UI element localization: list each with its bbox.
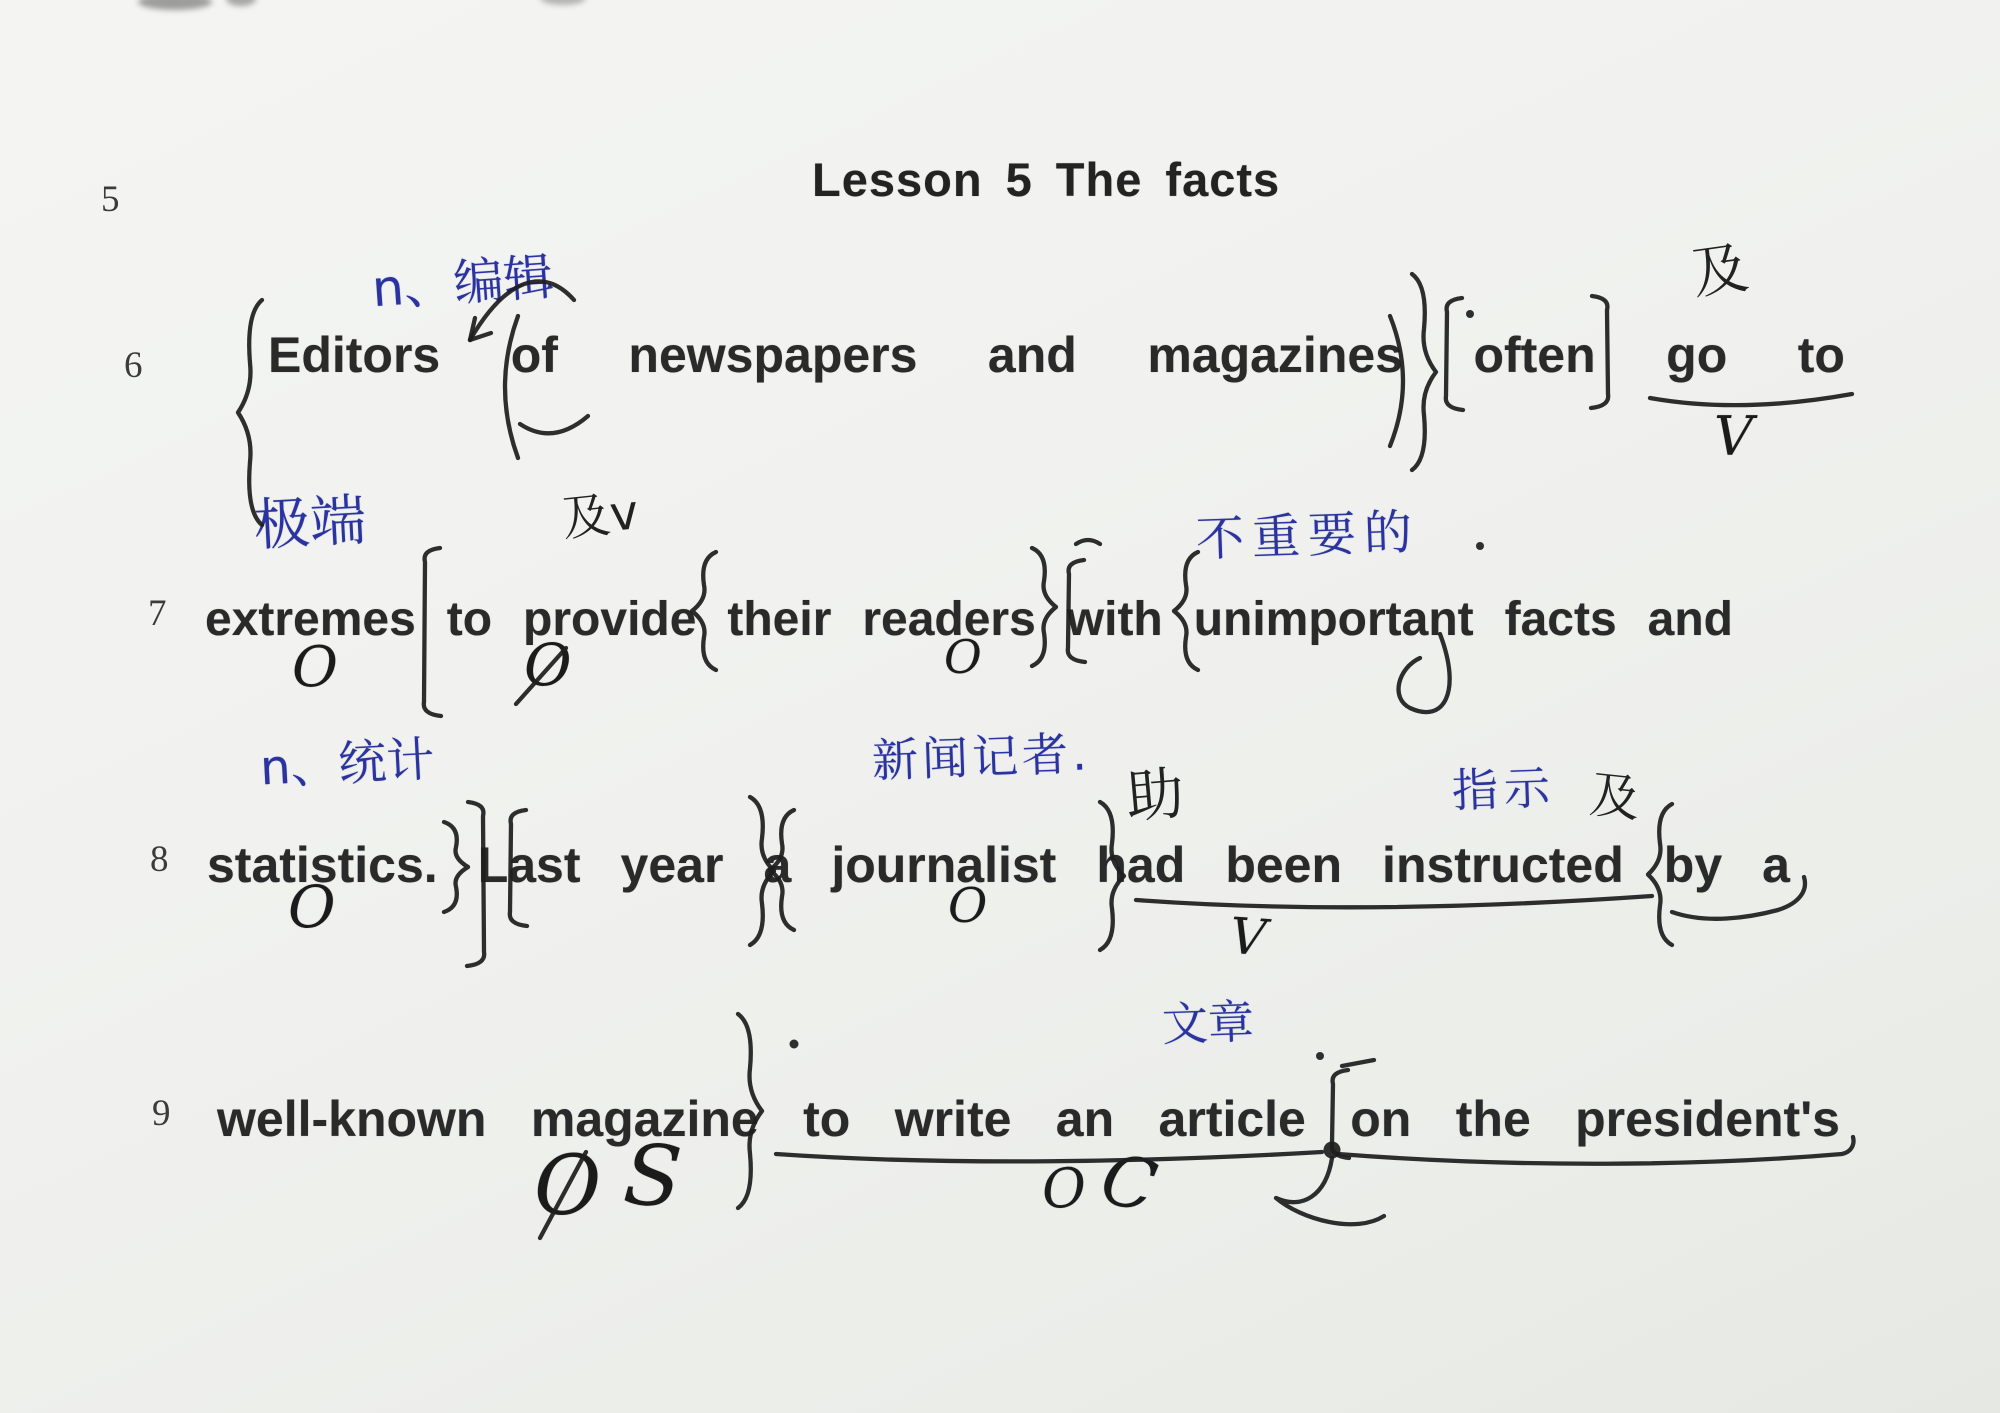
word: facts bbox=[1504, 593, 1617, 646]
annotation-instructed: 指示 bbox=[1451, 760, 1557, 818]
handwriting-stroke bbox=[1076, 540, 1100, 544]
annotation-editors: n、编辑 bbox=[370, 247, 556, 319]
word: Last bbox=[477, 837, 581, 893]
word: extremes bbox=[205, 593, 416, 646]
paper-smudge bbox=[138, 0, 212, 10]
word: Editors bbox=[268, 327, 441, 383]
ink-dot bbox=[1476, 542, 1484, 550]
word: to bbox=[446, 593, 493, 646]
word: and bbox=[987, 327, 1077, 383]
word: of bbox=[510, 327, 558, 383]
word: a bbox=[763, 837, 792, 893]
word: year bbox=[620, 837, 724, 893]
margin-line-number: 6 bbox=[124, 345, 143, 386]
grammar-label-o: O bbox=[288, 873, 336, 941]
grammar-label-o: O bbox=[948, 878, 988, 934]
verb-mark-provide: 及v bbox=[559, 484, 642, 548]
word: with bbox=[1066, 593, 1163, 646]
handwriting-stroke bbox=[238, 300, 262, 525]
paper-smudge bbox=[226, 0, 256, 6]
text-line bbox=[268, 326, 1845, 384]
margin-line-number: 7 bbox=[148, 593, 167, 634]
ink-dot bbox=[1316, 1052, 1324, 1060]
grammar-label-o-crossed: O bbox=[524, 631, 572, 699]
word: had bbox=[1096, 837, 1186, 893]
word: and bbox=[1647, 593, 1733, 646]
word: unimportant bbox=[1193, 593, 1474, 646]
handwriting-stroke bbox=[1342, 1060, 1374, 1066]
grammar-label-c: C bbox=[1094, 1137, 1164, 1229]
word: go bbox=[1666, 327, 1728, 383]
annotation-journalist: 新闻记者. bbox=[871, 726, 1092, 788]
word: article bbox=[1158, 1091, 1306, 1147]
word: well-known bbox=[217, 1091, 487, 1147]
word: instructed bbox=[1382, 837, 1624, 893]
word: provide bbox=[523, 593, 697, 646]
grammar-label-o: O bbox=[292, 635, 338, 700]
word: to bbox=[803, 1091, 851, 1147]
word: magazines bbox=[1147, 327, 1403, 383]
word: journalist bbox=[831, 837, 1057, 893]
text-line bbox=[217, 1090, 1840, 1148]
annotation-unimportant: 不重要的 bbox=[1195, 504, 1421, 568]
grammar-label-o-crossed: O bbox=[534, 1139, 602, 1234]
handwriting-stroke bbox=[1136, 896, 1652, 907]
word: their bbox=[727, 593, 832, 646]
handwriting-stroke bbox=[1650, 394, 1852, 405]
grammar-label-v: V bbox=[1228, 906, 1269, 968]
verb-mark-instructed: 及 bbox=[1587, 765, 1643, 829]
verb-mark-go: 及 bbox=[1687, 235, 1753, 308]
word: readers bbox=[862, 593, 1036, 646]
auxiliary-mark-had: 助 bbox=[1123, 758, 1187, 832]
ink-dot bbox=[1466, 310, 1474, 318]
annotation-article: 文章 bbox=[1161, 994, 1255, 1052]
ink-dot bbox=[790, 1040, 799, 1049]
word: been bbox=[1225, 837, 1343, 893]
word: an bbox=[1055, 1091, 1115, 1147]
handwriting-stroke bbox=[520, 416, 588, 433]
margin-line-number: 9 bbox=[152, 1093, 171, 1134]
annotation-statistics: n、统计 bbox=[258, 731, 436, 797]
word: statistics. bbox=[207, 837, 438, 893]
margin-line-number: 5 bbox=[101, 179, 120, 220]
margin-line-number: 8 bbox=[150, 839, 169, 880]
grammar-label-v: V bbox=[1714, 405, 1753, 468]
word: president's bbox=[1575, 1091, 1840, 1147]
word: on bbox=[1350, 1091, 1412, 1147]
handwriting-stroke bbox=[1276, 1158, 1384, 1224]
grammar-label-s: S bbox=[620, 1125, 685, 1227]
word: a bbox=[1762, 837, 1790, 893]
word: write bbox=[894, 1091, 1012, 1147]
word: often bbox=[1473, 327, 1596, 383]
word: newspapers bbox=[628, 327, 918, 383]
grammar-label-o: O bbox=[944, 630, 982, 684]
word: magazine bbox=[530, 1091, 759, 1147]
word: to bbox=[1797, 327, 1845, 383]
word: by bbox=[1663, 837, 1723, 893]
word: the bbox=[1455, 1091, 1531, 1147]
paper-smudge bbox=[540, 0, 586, 5]
page-title: Lesson 5 The facts bbox=[812, 153, 1281, 206]
text-line bbox=[207, 836, 1790, 894]
annotation-extremes: 极端 bbox=[252, 488, 368, 559]
grammar-label-o: O bbox=[1039, 1155, 1089, 1222]
